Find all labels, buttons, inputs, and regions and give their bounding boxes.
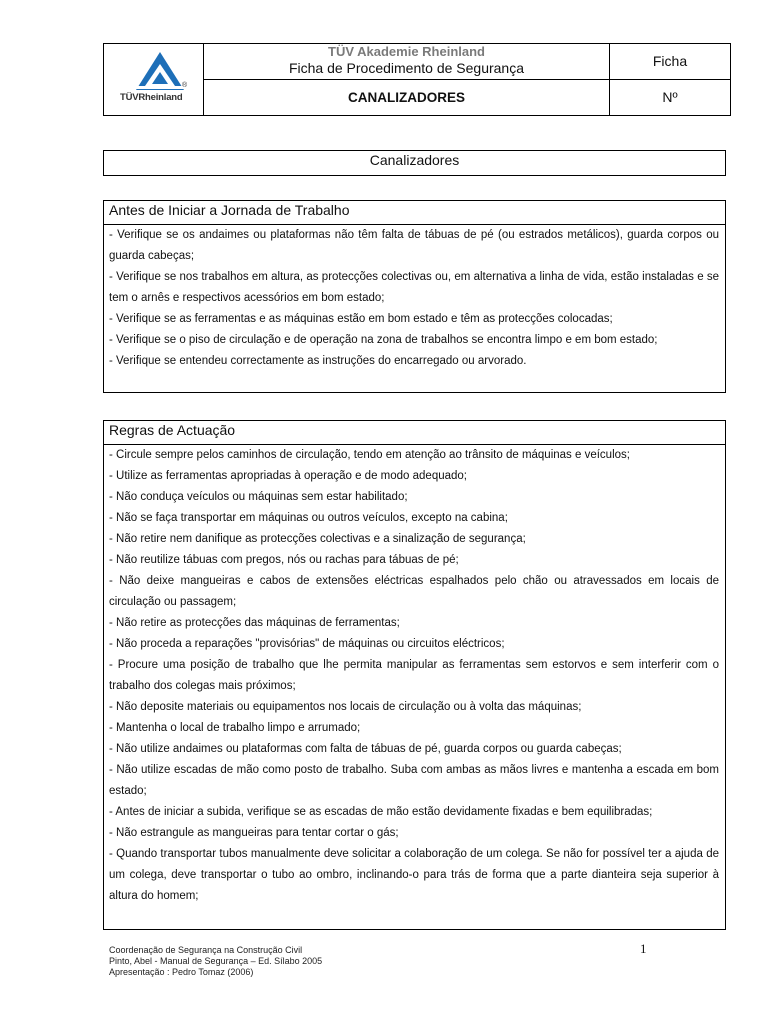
footer-credits xyxy=(109,945,322,978)
list-item: - Quando transportar tubos manualmente deve solicitar a colaboração de um colega. Se não for possível ter a ajuda de um colega, deve transportar o tubo ao ombro, inclinando-o para trás de forma que a parte dianteira seja superior à altura do homem; xyxy=(109,848,719,902)
section-heading: Regras de Actuação xyxy=(104,421,725,445)
footer-line: Pinto, Abel - Manual de Segurança – Ed. Sílabo 2005 xyxy=(109,956,323,966)
section-before-work xyxy=(103,200,726,393)
section-list xyxy=(104,225,725,372)
section-rules xyxy=(103,420,726,930)
number-label: Nº xyxy=(662,89,678,105)
list-item: - Verifique se os andaimes ou plataformas não têm falta de tábuas de pé (ou estrados metálicos), guarda corpos ou guarda cabeças; xyxy=(109,229,719,262)
organization-name: TÜV Akademie Rheinland xyxy=(328,44,485,59)
list-item: - Não reutilize tábuas com pregos, nós ou rachas para tábuas de pé; xyxy=(109,554,459,566)
document-header xyxy=(103,43,731,116)
list-item: - Não retire nem danifique as protecções colectivas e a sinalização de segurança; xyxy=(109,533,526,545)
logo-cell xyxy=(104,44,204,115)
list-item: - Não conduça veículos ou máquinas sem estar habilitado; xyxy=(109,491,408,503)
document-title: Ficha de Procedimento de Segurança xyxy=(288,60,525,76)
list-item: - Antes de iniciar a subida, verifique se as escadas de mão estão devidamente fixadas e bem equilibradas; xyxy=(109,806,653,818)
list-item: - Verifique se entendeu correctamente as instruções do encarregado ou arvorado. xyxy=(109,355,527,367)
title-cell xyxy=(204,44,610,80)
list-item: - Não utilize andaimes ou plataformas com falta de tábuas de pé, guarda corpos ou guarda cabeças; xyxy=(109,743,622,755)
list-item: - Verifique se o piso de circulação e de operação na zona de trabalhos se encontra limpo e em bom estado; xyxy=(109,334,658,346)
logo-registered-mark: ® xyxy=(182,82,188,89)
list-item: - Não se faça transportar em máquinas ou outros veículos, excepto na cabina; xyxy=(109,512,508,524)
logo-text: TÜVRheinland xyxy=(120,92,183,103)
list-item: - Circule sempre pelos caminhos de circulação, tendo em atenção ao trânsito de máquinas e veículos; xyxy=(109,449,630,461)
page-number: 1 xyxy=(640,941,647,956)
list-item: - Não deixe mangueiras e cabos de extensões eléctricas espalhados pelo chão ou atravessados em locais de circulação ou passagem; xyxy=(109,575,719,608)
list-item: - Não retire as protecções das máquinas de ferramentas; xyxy=(109,617,400,629)
ficha-label: Ficha xyxy=(610,44,730,80)
list-item: - Mantenha o local de trabalho limpo e arrumado; xyxy=(109,722,361,734)
list-item: - Não proceda a reparações "provisórias" de máquinas ou circuitos eléctricos; xyxy=(109,638,505,650)
list-item: - Verifique se as ferramentas e as máquinas estão em bom estado e têm as protecções colocadas; xyxy=(109,313,613,325)
list-item: - Procure uma posição de trabalho que lhe permita manipular as ferramentas sem estorvos e sem interferir com o trabalho dos colegas mais próximos; xyxy=(109,659,719,692)
list-item: - Utilize as ferramentas apropriadas à operação e de modo adequado; xyxy=(109,470,467,482)
list-item: - Não estrangule as mangueiras para tentar cortar o gás; xyxy=(109,827,399,839)
main-title: Canalizadores xyxy=(103,150,726,176)
footer-line: Apresentação : Pedro Tomaz (2006) xyxy=(109,967,254,977)
footer-line: Coordenação de Segurança na Construção Civil xyxy=(109,945,303,955)
section-list xyxy=(104,445,725,907)
list-item: - Não utilize escadas de mão como posto de trabalho. Suba com ambas as mãos livres e mantenha a escada em bom estado; xyxy=(109,764,719,797)
list-item: - Não deposite materiais ou equipamentos nos locais de circulação ou à volta das máquinas; xyxy=(109,701,582,713)
subject-title: CANALIZADORES xyxy=(204,80,610,115)
section-heading: Antes de Iniciar a Jornada de Trabalho xyxy=(104,201,725,225)
list-item: - Verifique se nos trabalhos em altura, as protecções colectivas ou, em alternativa a linha de vida, estão instaladas e se tem o arnês e respectivos acessórios em bom estado; xyxy=(109,271,719,304)
